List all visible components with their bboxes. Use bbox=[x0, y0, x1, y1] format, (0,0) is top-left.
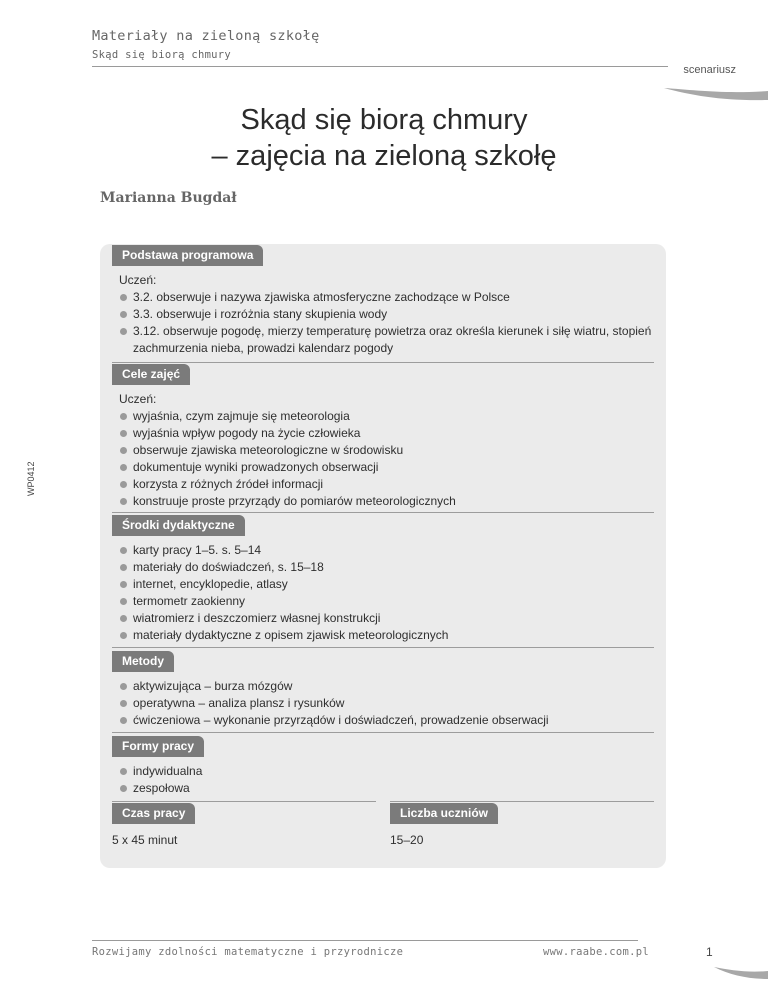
section-podstawa bbox=[100, 244, 666, 357]
author: Marianna Bugdał bbox=[100, 190, 237, 206]
footer-swoosh-decoration bbox=[714, 964, 768, 980]
list-item: operatywna – analiza plansz i rysunków bbox=[119, 695, 666, 712]
footer-rule bbox=[92, 940, 638, 941]
list-item: aktywizująca – burza mózgów bbox=[119, 678, 666, 695]
section-srodki bbox=[100, 514, 666, 644]
section-heading: Formy pracy bbox=[112, 736, 204, 757]
section-heading: Środki dydaktyczne bbox=[112, 515, 245, 536]
side-code: WP0412 bbox=[26, 461, 36, 496]
section-heading: Liczba uczniów bbox=[390, 803, 498, 824]
list-item: wyjaśnia wpływ pogody na życie człowieka bbox=[119, 425, 666, 442]
header-rule bbox=[92, 66, 668, 67]
list-item: ćwiczeniowa – wykonanie przyrządów i doświadczeń, prowadzenie obserwacji bbox=[119, 712, 666, 729]
list-item: dokumentuje wyniki prowadzonych obserwacji bbox=[119, 459, 666, 476]
list-item: konstruuje proste przyrządy do pomiarów meteorologicznych bbox=[119, 493, 666, 510]
section-divider bbox=[112, 512, 654, 513]
page-title bbox=[0, 102, 768, 174]
running-title: Materiały na zieloną szkołę bbox=[92, 28, 320, 44]
list-item: 3.3. obserwuje i rozróżnia stany skupienia wody bbox=[119, 306, 666, 323]
intro-text: Uczeń: bbox=[119, 392, 157, 406]
document-type-label: scenariusz bbox=[683, 64, 736, 76]
section-heading: Podstawa programowa bbox=[112, 245, 263, 266]
section-formy bbox=[100, 735, 666, 797]
list-item: korzysta z różnych źródeł informacji bbox=[119, 476, 666, 493]
section-metody bbox=[100, 650, 666, 729]
liczba-value: 15–20 bbox=[390, 833, 424, 847]
list-item: materiały dydaktyczne z opisem zjawisk meteorologicznych bbox=[119, 627, 666, 644]
section-heading: Cele zajęć bbox=[112, 364, 190, 385]
title-line-2: – zajęcia na zieloną szkołę bbox=[211, 140, 557, 172]
list-item: termometr zaokienny bbox=[119, 593, 666, 610]
section-body bbox=[119, 542, 666, 644]
list-item: internet, encyklopedie, atlasy bbox=[119, 576, 666, 593]
footer-series-title: Rozwijamy zdolności matematyczne i przyrodnicze bbox=[92, 946, 404, 958]
title-line-1: Skąd się biorą chmury bbox=[240, 104, 528, 136]
section-cele bbox=[100, 363, 666, 510]
section-body bbox=[119, 763, 666, 797]
section-body bbox=[119, 391, 666, 510]
section-divider bbox=[112, 647, 654, 648]
footer-url: www.raabe.com.pl bbox=[543, 946, 649, 958]
list-item: wiatromierz i deszczomierz własnej konstrukcji bbox=[119, 610, 666, 627]
running-subtitle: Skąd się biorą chmury bbox=[92, 49, 232, 61]
list-item: 3.2. obserwuje i nazywa zjawiska atmosferyczne zachodzące w Polsce bbox=[119, 289, 666, 306]
list-item: 3.12. obserwuje pogodę, mierzy temperaturę powietrza oraz określa kierunek i siłę wiatru, stopień zachmurzenia nieba, prowadzi kalendarz pogody bbox=[119, 323, 666, 357]
section-liczba bbox=[378, 802, 666, 849]
intro-text: Uczeń: bbox=[119, 273, 157, 287]
section-czas bbox=[100, 802, 370, 849]
section-body bbox=[119, 678, 666, 729]
page-number: 1 bbox=[706, 945, 713, 959]
section-heading: Metody bbox=[112, 651, 174, 672]
list-item: zespołowa bbox=[119, 780, 666, 797]
section-body bbox=[119, 272, 666, 357]
header-swoosh-decoration bbox=[664, 84, 768, 102]
list-item: indywidualna bbox=[119, 763, 666, 780]
list-item: karty pracy 1–5. s. 5–14 bbox=[119, 542, 666, 559]
list-item: obserwuje zjawiska meteorologiczne w środowisku bbox=[119, 442, 666, 459]
section-heading: Czas pracy bbox=[112, 803, 195, 824]
info-panel bbox=[100, 244, 666, 868]
section-divider bbox=[112, 732, 654, 733]
czas-value: 5 x 45 minut bbox=[112, 833, 178, 847]
list-item: materiały do doświadczeń, s. 15–18 bbox=[119, 559, 666, 576]
list-item: wyjaśnia, czym zajmuje się meteorologia bbox=[119, 408, 666, 425]
